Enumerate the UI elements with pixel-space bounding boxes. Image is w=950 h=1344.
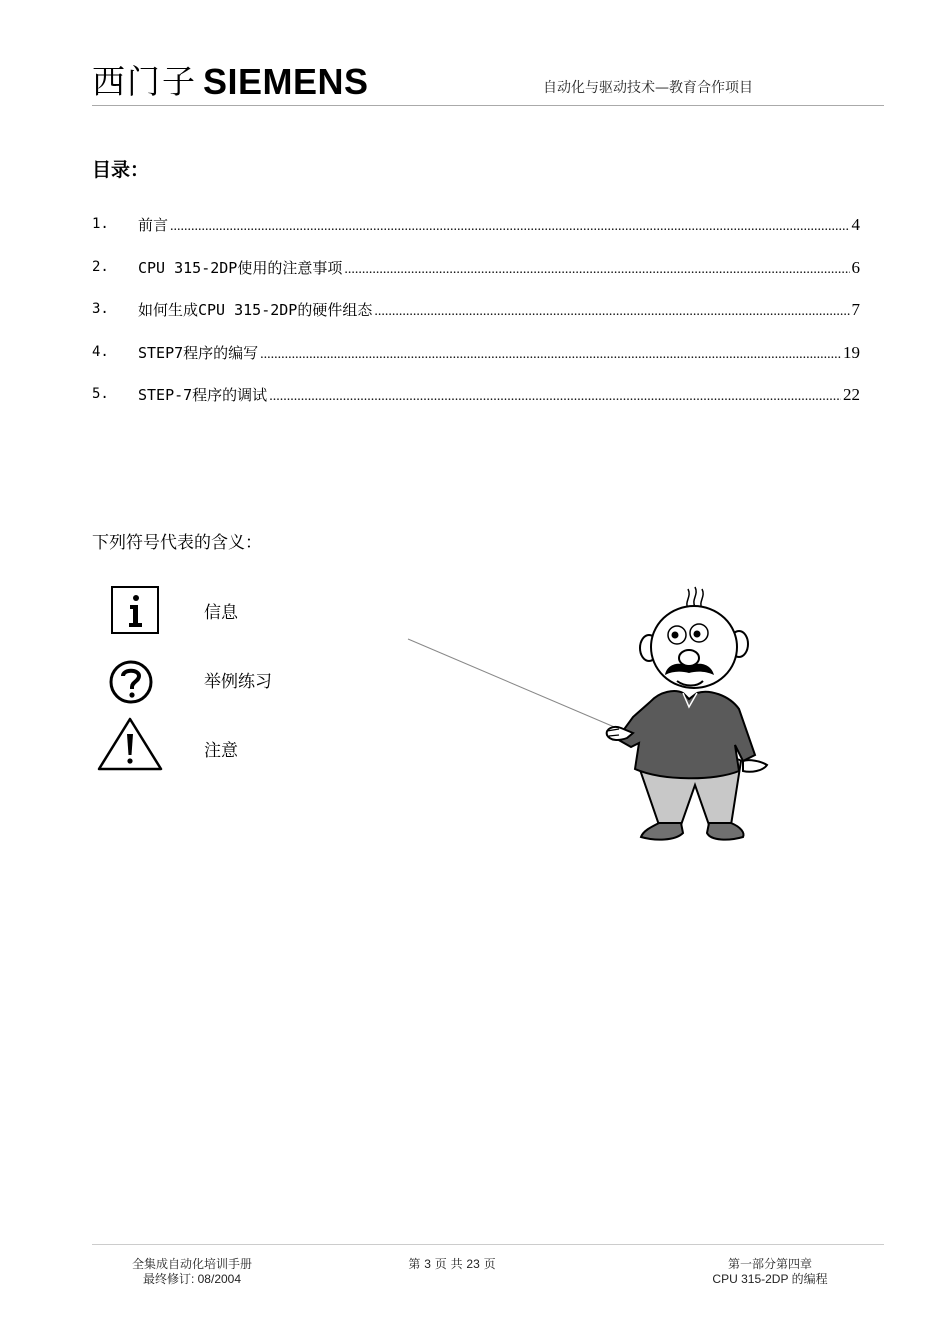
toc-item-text[interactable]: 前言: [138, 216, 169, 234]
pointing-man-illustration: [405, 585, 785, 855]
toc-item[interactable]: [92, 297, 860, 340]
footer-page-current: 3: [424, 1257, 431, 1271]
footer-page-prefix: 第: [408, 1257, 421, 1271]
toc-item-text[interactable]: CPU 315-2DP使用的注意事项: [138, 258, 343, 277]
toc-leader-dots: [170, 214, 849, 240]
footer-chapter: 第一部分第四章: [727, 1257, 812, 1271]
footer-right: [660, 1257, 880, 1287]
toc-item[interactable]: [92, 340, 860, 383]
toc-leader-dots: [374, 299, 849, 325]
toc-item-page[interactable]: 4: [851, 215, 860, 234]
footer-manual-title: 全集成自动化培训手册: [131, 1257, 252, 1271]
toc-item-number: 5.: [92, 386, 109, 402]
header-subtitle: 自动化与驱动技术—教育合作项目: [543, 80, 753, 96]
toc-item-number: 1.: [92, 216, 109, 232]
logo-english: SIEMENS: [203, 61, 369, 102]
footer-page-info: [352, 1257, 552, 1272]
toc-title: 目录：: [92, 159, 150, 181]
toc-item-number: 2.: [92, 258, 109, 275]
legend-label-exercise: 举例练习: [204, 672, 272, 692]
toc-item-page[interactable]: 6: [851, 257, 860, 277]
toc-item-page[interactable]: 19: [843, 342, 860, 362]
toc-leader-dots: [269, 384, 841, 410]
legend-label-attention: 注意: [204, 741, 238, 761]
header-divider: [92, 105, 884, 106]
footer-chapter-title: CPU 315-2DP 的编程: [712, 1272, 828, 1286]
question-icon: [108, 659, 154, 705]
toc-item-text[interactable]: STEP-7程序的调试: [138, 386, 268, 404]
table-of-contents: [92, 212, 860, 425]
footer-revision: 最终修订: 08/2004: [142, 1272, 242, 1286]
toc-item[interactable]: [92, 382, 860, 425]
toc-leader-dots: [260, 342, 841, 368]
legend-title: 下列符号代表的含义：: [92, 533, 262, 553]
footer-page-total: 23: [466, 1257, 480, 1271]
logo-chinese: 西门子: [92, 62, 197, 101]
info-icon: [110, 585, 160, 635]
footer-left: [92, 1257, 292, 1287]
toc-leader-dots: [344, 257, 849, 283]
toc-item[interactable]: [92, 255, 860, 298]
toc-item-text[interactable]: STEP7程序的编写: [138, 343, 259, 362]
footer-page-suffix: 页: [483, 1257, 496, 1271]
footer-divider: [92, 1244, 884, 1245]
toc-item-page[interactable]: 7: [851, 300, 860, 319]
toc-item-text[interactable]: 如何生成CPU 315-2DP的硬件组态: [138, 301, 373, 319]
legend-label-info: 信息: [204, 603, 238, 623]
toc-item-page[interactable]: 22: [843, 385, 860, 404]
toc-item-number: 3.: [92, 301, 109, 317]
toc-item-number: 4.: [92, 343, 109, 360]
footer-page-mid: 页 共: [434, 1257, 463, 1271]
siemens-logo: [92, 58, 369, 102]
warning-icon: [96, 716, 164, 772]
toc-item[interactable]: [92, 212, 860, 255]
